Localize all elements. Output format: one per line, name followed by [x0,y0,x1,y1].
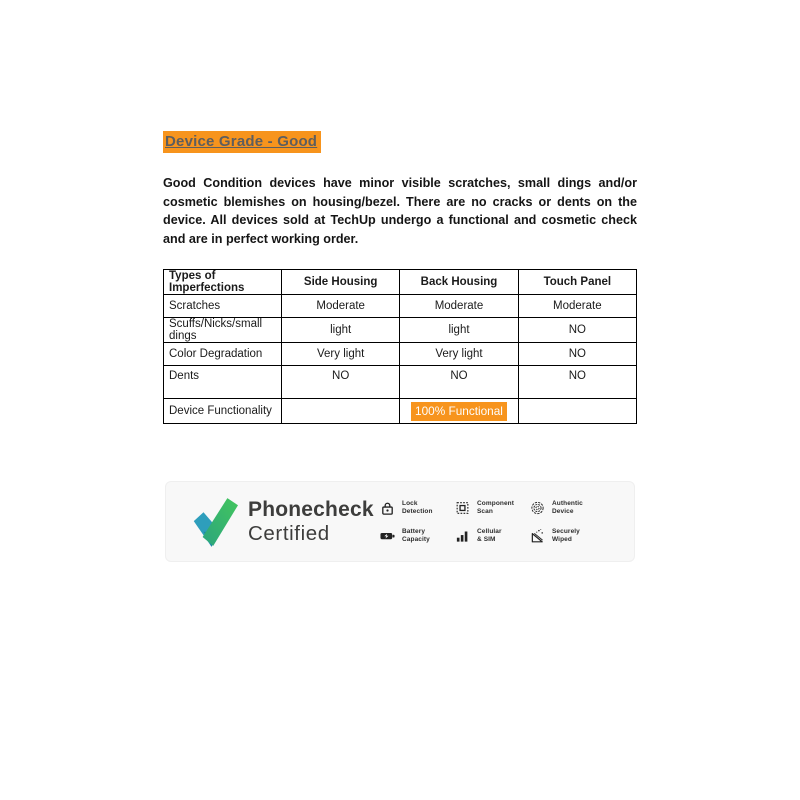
table-cell: Very light [400,343,518,366]
table-cell [518,399,636,424]
table-cell [400,399,518,424]
feature-lock-detection [380,500,454,516]
table-cell: NO [518,318,636,343]
table-cell: light [400,318,518,343]
phonecheck-checkmark-logo-icon [192,496,238,548]
feature-label: Authentic Device [552,500,583,515]
table-row [164,295,637,318]
column-header: Side Housing [282,270,400,295]
feature-label: Cellular & SIM [477,528,502,543]
table-cell: Very light [282,343,400,366]
content-column [163,131,637,424]
phonecheck-brand [192,496,374,548]
column-header: Touch Panel [518,270,636,295]
brand-name: Phonecheck [248,497,374,521]
lock-icon [380,500,395,516]
table-cell: Scratches [164,295,282,318]
grade-description: Good Condition devices have minor visible scratches, small dings and/or cosmetic blemishes on housing/bezel. There are no cracks or dents on the device. All devices sold at TechUp undergo a functional and cosmetic check and are in perfect working order. [163,176,637,246]
table-row [164,399,637,424]
table-cell: Scuffs/Nicks/small dings [164,318,282,343]
authentic-device-icon [530,500,545,516]
feature-label: Lock Detection [402,500,433,515]
table-cell: Moderate [282,295,400,318]
table-cell: Device Functionality [164,399,282,424]
table-cell: NO [400,366,518,399]
cellular-icon [455,528,470,544]
table-cell: light [282,318,400,343]
brand-text [248,498,374,546]
table-row [164,343,637,366]
column-header: Back Housing [400,270,518,295]
table-header-row [164,270,637,295]
table-cell: NO [282,366,400,399]
feature-securely-wiped [530,528,604,544]
table-cell: NO [518,343,636,366]
feature-battery-capacity [380,528,454,544]
battery-icon [380,528,395,544]
table-row [164,318,637,343]
table-row [164,366,637,399]
feature-label: Component Scan [477,500,515,515]
table-cell: Moderate [518,295,636,318]
feature-label: Securely Wiped [552,528,580,543]
page-title: Device Grade - Good [163,131,321,153]
imperfections-table [163,269,637,424]
column-header: Types of Imperfections [164,270,282,295]
functional-status-badge: 100% Functional [411,402,507,421]
table-cell: NO [518,366,636,399]
component-scan-icon [455,500,470,516]
feature-authentic-device [530,500,604,516]
feature-component-scan [455,500,529,516]
certification-features [380,500,604,544]
brand-subtitle: Certified [248,521,330,545]
feature-cellular-sim [455,528,529,544]
feature-label: Battery Capacity [402,528,430,543]
phonecheck-certified-badge [165,481,635,562]
table-cell [282,399,400,424]
table-cell: Moderate [400,295,518,318]
table-cell: Dents [164,366,282,399]
table-cell: Color Degradation [164,343,282,366]
securely-wiped-icon [530,528,545,544]
